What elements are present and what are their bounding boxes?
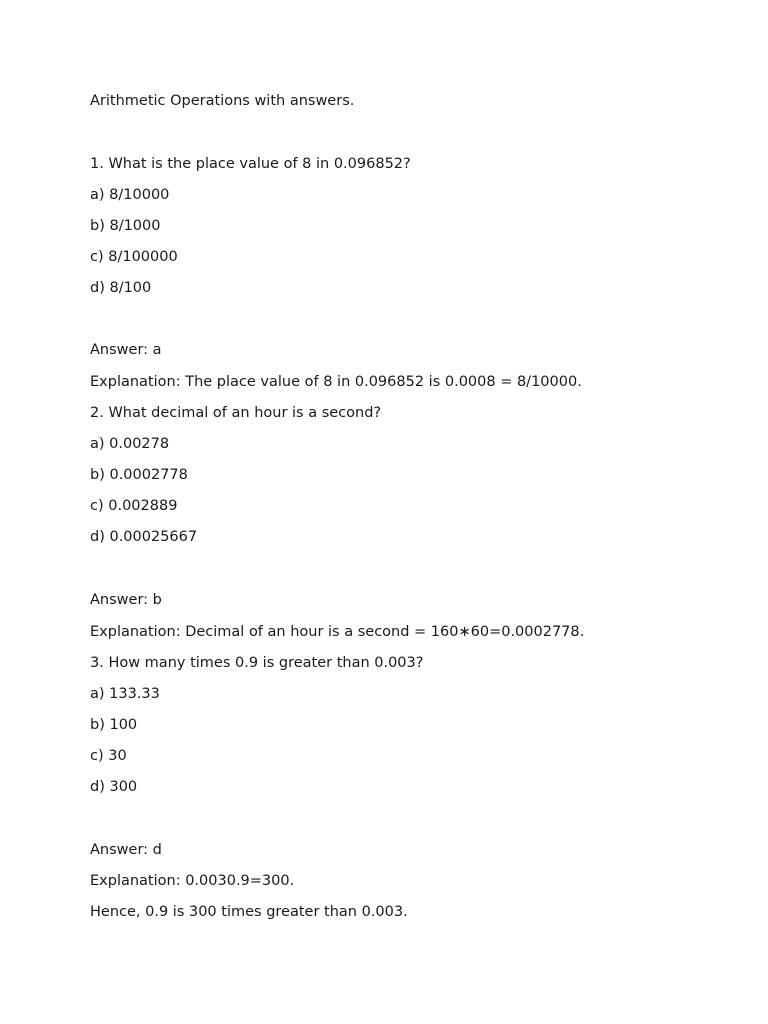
question-3-option-b: b) 100: [90, 717, 138, 733]
question-1-answer: Answer: a: [90, 342, 162, 358]
question-3-option-a: a) 133.33: [90, 686, 160, 702]
question-3-explanation: Explanation: 0.0030.9=300.: [90, 873, 295, 889]
question-1-option-c: c) 8/100000: [90, 249, 178, 265]
question-2-option-d: d) 0.00025667: [90, 529, 198, 545]
question-3-option-d: d) 300: [90, 779, 138, 795]
question-2-explanation: Explanation: Decimal of an hour is a second = 160∗60=0.0002778.: [90, 624, 585, 640]
question-1-explanation: Explanation: The place value of 8 in 0.096852 is 0.0008 = 8/10000.: [90, 374, 582, 390]
question-2: 2. What decimal of an hour is a second?: [90, 405, 382, 421]
question-1-option-a: a) 8/10000: [90, 187, 170, 203]
question-3: 3. How many times 0.9 is greater than 0.003?: [90, 655, 424, 671]
question-3-option-c: c) 30: [90, 748, 127, 764]
question-2-option-b: b) 0.0002778: [90, 467, 188, 483]
question-1: 1. What is the place value of 8 in 0.096852?: [90, 156, 411, 172]
question-1-option-b: b) 8/1000: [90, 218, 161, 234]
question-1-option-d: d) 8/100: [90, 280, 152, 296]
document-title: Arithmetic Operations with answers.: [90, 93, 355, 109]
question-2-option-a: a) 0.00278: [90, 436, 170, 452]
question-3-conclusion: Hence, 0.9 is 300 times greater than 0.003.: [90, 904, 408, 920]
question-2-option-c: c) 0.002889: [90, 498, 178, 514]
question-3-answer: Answer: d: [90, 842, 162, 858]
question-2-answer: Answer: b: [90, 592, 162, 608]
